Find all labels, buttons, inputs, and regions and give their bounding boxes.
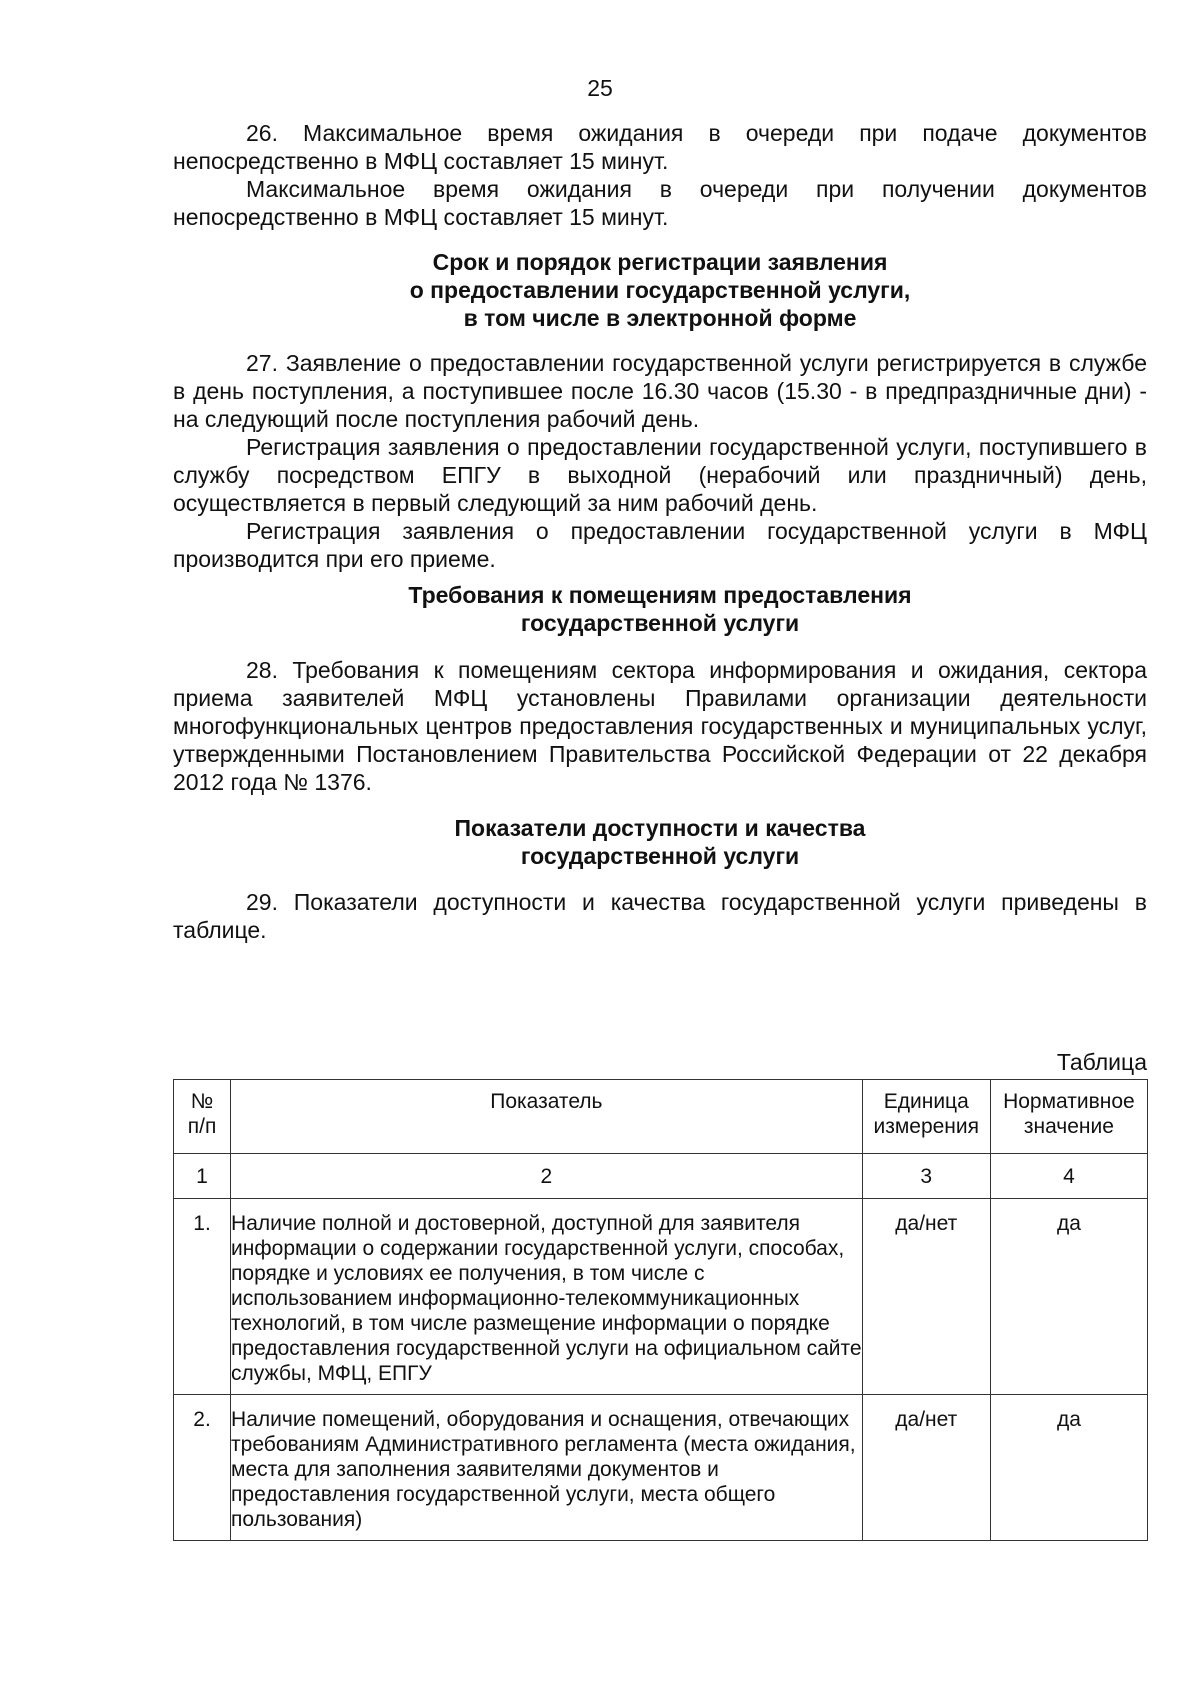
header-unit-line-1: Единица	[883, 1090, 969, 1113]
section-27	[173, 349, 1147, 573]
table-row	[174, 1199, 1148, 1395]
paragraph-28-1: 28. Требования к помещениям сектора информирования и ожидания, сектора приема заявителей МФЦ установлены Правилами организации деятельности многофункциональных центров предоставления государственных и муниципальных услуг, утвержденными Постановлением Правительства Российской Федерации от 22 декабря 2012 года № 1376.	[173, 657, 1147, 795]
row-indicator: Наличие полной и достоверной, доступной для заявителя информации о содержании государственной услуги, способах, порядке и условиях ее получения, в том числе с использованием информационно-телекоммуникационных технологий, в том числе размещение информации о порядке предоставления государственной услуги на официальном сайте службы, МФЦ, ЕПГУ	[231, 1199, 863, 1395]
table-caption: Таблица	[1056, 1049, 1147, 1075]
row-unit: да/нет	[862, 1199, 990, 1395]
heading-registration-line-2: о предоставлении государственной услуги,	[409, 277, 911, 303]
row-number: 2.	[174, 1395, 231, 1541]
heading-registration-line-1: Срок и порядок регистрации заявления	[432, 249, 888, 275]
header-norm-line-1: Нормативное	[1003, 1090, 1135, 1113]
page-number: 25	[587, 75, 613, 101]
heading-premises	[173, 581, 1147, 637]
header-number-line-2: п/п	[187, 1115, 217, 1138]
paragraph-29-1: 29. Показатели доступности и качества государственной услуги приведены в таблице.	[173, 889, 1147, 943]
section-28	[173, 656, 1147, 796]
column-index-cell: 1	[174, 1154, 231, 1199]
table-row	[174, 1395, 1148, 1541]
heading-registration-line-3: в том числе в электронной форме	[463, 305, 857, 331]
heading-indicators-line-2: государственной услуги	[520, 843, 800, 869]
heading-premises-line-2: государственной услуги	[520, 610, 800, 636]
row-norm: да	[990, 1395, 1147, 1541]
indicators-table	[173, 1079, 1148, 1541]
row-indicator: Наличие помещений, оборудования и оснащения, отвечающих требованиям Административного регламента (места ожидания, места для заполнения заявителями документов и предоставления государственной услуги, места общего пользования)	[231, 1395, 863, 1541]
heading-indicators-line-1: Показатели доступности и качества	[454, 815, 866, 841]
paragraph-26-1: 26. Максимальное время ожидания в очереди при подаче документов непосредственно в МФЦ составляет 15 минут.	[173, 120, 1147, 174]
header-norm	[990, 1080, 1147, 1154]
header-number	[174, 1080, 231, 1154]
column-index-row	[174, 1154, 1148, 1199]
header-unit	[862, 1080, 990, 1154]
header-number-line-1: №	[190, 1090, 214, 1113]
heading-registration	[173, 248, 1147, 332]
heading-premises-line-1: Требования к помещениям предоставления	[408, 582, 912, 608]
row-number: 1.	[174, 1199, 231, 1395]
table-header-row	[174, 1080, 1148, 1154]
column-index-cell: 3	[862, 1154, 990, 1199]
header-unit-line-2: измерения	[873, 1115, 980, 1138]
header-indicator-label: Показатель	[490, 1090, 603, 1113]
header-norm-line-2: значение	[1023, 1115, 1114, 1138]
row-norm: да	[990, 1199, 1147, 1395]
heading-indicators	[173, 814, 1147, 870]
paragraph-27-2: Регистрация заявления о предоставлении государственной услуги, поступившего в службу посредством ЕПГУ в выходной (нерабочий или праздничный) день, осуществляется в первый следующий за ним рабочий день.	[173, 434, 1147, 516]
paragraph-27-3: Регистрация заявления о предоставлении государственной услуги в МФЦ производится при его приеме.	[173, 518, 1147, 572]
section-29	[173, 888, 1147, 944]
column-index-cell: 2	[231, 1154, 863, 1199]
paragraph-27-1: 27. Заявление о предоставлении государственной услуги регистрируется в службе в день поступления, а поступившее после 16.30 часов (15.30 - в предпраздничные дни) - на следующий после поступления рабочий день.	[173, 350, 1147, 432]
paragraph-26-2: Максимальное время ожидания в очереди при получении документов непосредственно в МФЦ составляет 15 минут.	[173, 176, 1147, 230]
section-26	[173, 119, 1147, 231]
row-unit: да/нет	[862, 1395, 990, 1541]
column-index-cell: 4	[990, 1154, 1147, 1199]
header-indicator	[231, 1080, 863, 1154]
